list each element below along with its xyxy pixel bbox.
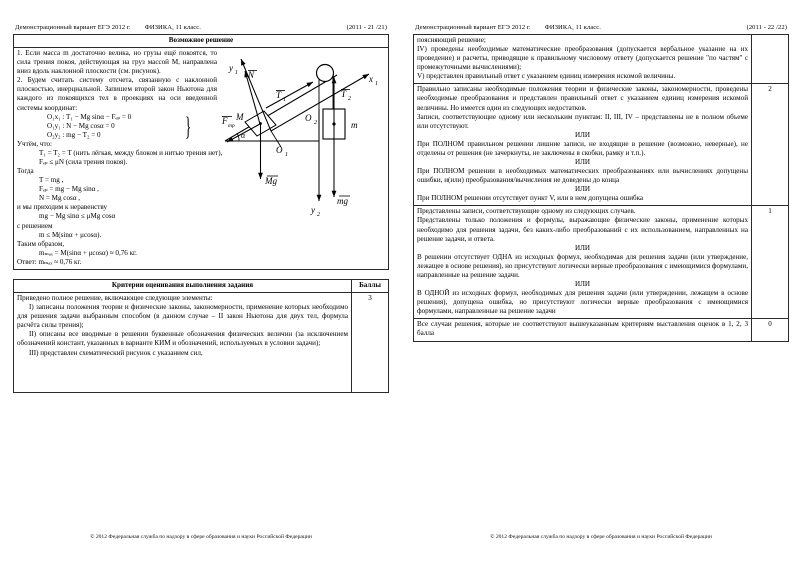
- row1-line-3: В решении отсутствует ОДНА из исходных формул, необходимая для решения задачи (или утверждение, лежащее в основе решения), но присутствуют логически верные преобразования с имеющимися формулами, направленные на решение задачи.: [417, 252, 748, 279]
- cont-line-2: V) представлен правильный ответ с указанием единиц измерения искомой величины.: [417, 72, 676, 81]
- right-page-header: [413, 24, 789, 31]
- criteria-row-1-text: [414, 206, 752, 319]
- row2-or-2: ИЛИ: [574, 158, 591, 167]
- equation-inequality: mg − Mg sinα ≤ μMg cosα: [39, 212, 116, 221]
- header-subject-label-right: ФИЗИКА, 11 класс.: [544, 24, 601, 31]
- row2-line-1: Записи, соответствующие одному или нескольким пунктам: II, III, IV – представлены не в полном объеме или отсутствуют.: [417, 112, 748, 130]
- criteria-row-cont-text: [414, 35, 752, 84]
- criteria-row-1-score: 1: [752, 206, 789, 319]
- row2-line-3: При ПОЛНОМ правильном решении лишние записи, не входящие в решение (возможно, неверные), не отделены от решения (не зачеркнуты, не заключены в скобки, рамку и т.п.).: [417, 139, 748, 157]
- row2-or-3: ИЛИ: [574, 185, 591, 194]
- row2-line-7: При ПОЛНОМ решении отсутствует пункт V, или в нем допущена ошибка: [417, 194, 644, 203]
- criteria-row-0-score: 0: [752, 319, 789, 341]
- left-page-header: [13, 24, 389, 31]
- equation-N: N = Mg cosα ,: [39, 194, 81, 203]
- svg-text:1: 1: [283, 97, 286, 104]
- criteria-table-right: [413, 34, 789, 342]
- label-x1: x: [369, 74, 373, 85]
- criteria-3-item-2: II) описаны все вводимые в решении буквенные обозначения физических величин (за исключением обозначений констант, указанных в варианте КИМ и обозначений, используемых в условии задачи);: [17, 330, 348, 348]
- system-brace: }: [185, 111, 192, 141]
- criteria-3-item-1: I) записаны положения теории и физические законы, закономерности, применение которых необходимо для решения задачи выбранным способом (в данном случае – II закон Ньютона для двух тел, формула расчёта силы трения);: [17, 303, 348, 330]
- row1-or-2: ИЛИ: [574, 280, 591, 289]
- criteria-header-row: [14, 279, 389, 292]
- solution-body: [14, 48, 389, 270]
- criteria-table-left: [13, 279, 389, 393]
- solution-step-1: 1. Если масса m достаточно велика, но грузы ещё покоятся, то сила трения покоя, действующая на груз массой M, направлена вниз вдоль наклонной плоскости (см. рисунок).: [17, 49, 217, 76]
- then-label: Тогда: [17, 167, 34, 176]
- criteria-header-label: Критерии оценивания выполнения задания: [14, 279, 352, 292]
- solution-title-row: [14, 35, 389, 48]
- right-page: Демонстрационный вариант ЕГЭ 2012 г. ФИЗИКА, 11 класс. (2011 - 22 /22) поясняющий решение; IV) проведены необходимые математические преобразования (допускается вербальное указание на их проведение) и расчеты, приводящие к правильному числовому ответу (допускается решение "по частям" с промежуточными вычислениями); V) представлен правильный ответ с указанием единиц измерения искомой величины. Правильно записаны необходимые положения теории и физические законы, закономерности, проведены необходимые преобразования и представлен правильный ответ с указанием единиц измерения искомой величины. Но имеется один из следующих недостатков. Записи, соответствующие одному или нескольким пунктам: II, III, IV – представлены не в полном объеме или отсутствуют. ИЛИ При ПОЛНОМ правильном решении лишние записи, не входящие в решение (возможно, неверные), не отделены от решения (не зачеркнуты, не заключены в скобки, рамку и т.п.). ИЛИ При ПОЛНОМ решении в необходимых математических преобразованиях или вычислениях допущены ошибки, и(или) преобразования/вычисления не доведены до конца ИЛИ При ПОЛНОМ решении отсутствует пункт V, или в нем допущена ошибка 2 Представлены записи, соответствующие одному из следующих случаев. Представлены только положения и формулы, выражающие физические законы, применение которых необходимо для решения задачи, без каких-либо преобразований с их использованием, направленных на решение задачи, и ответа. ИЛИ В решении отсутствует ОДНА из исходных формул, необходимая для решения задачи (или утверждение, лежащее в основе решения), но присутствуют логически верные преобразования с имеющимися формулами, направленные на решение задачи. ИЛИ В ОДНОЙ из исходных формул, необходимых для решения задачи (или утверждении, лежащем в основе решения), допущена ошибка, но присутствуют логически верные преобразования с имеющимися формулами, направленные на решение задачи 1 Все случаи решения, которые не соответствуют вышеуказанным критериям выставления оценок в 1, 2, 3 балла 0 © 2012 Федеральная служба по надзору в сфере образования и науки Российской Федерации: [400, 0, 800, 566]
- equation-O2y2: O₂y₂ : mg − T₂ = 0: [47, 130, 101, 139]
- row1-line-5: В ОДНОЙ из исходных формул, необходимых для решения задачи (или утверждении, лежащем в основе решения), допущена ошибка, но присутствуют логически верные преобразования с имеющимися формулами, направленные на решение задачи: [417, 289, 748, 316]
- equation-m-bound: m ≤ M(sinα + μcosα).: [39, 230, 102, 239]
- header-exam-label-right: Демонстрационный вариант ЕГЭ 2012 г.: [415, 24, 531, 31]
- header-page-number-right: (2011 - 22 /22): [746, 24, 787, 31]
- criteria-row-3-text: [14, 293, 352, 393]
- label-y1: y: [229, 63, 233, 74]
- label-M: M: [236, 112, 244, 123]
- criteria-row-3: [14, 293, 389, 393]
- score-header-label: Баллы: [352, 279, 389, 292]
- label-y2: y: [311, 205, 315, 216]
- label-O2: O: [305, 113, 312, 124]
- header-exam-label: Демонстрационный вариант ЕГЭ 2012 г.: [15, 24, 131, 31]
- solution-step-2: 2. Будем считать систему отсчета, связанную с наклонной плоскостью, инерциальной. Запишем второй закон Ньютона для каждого из покоящихся тел в проекциях на оси введенной системы координат:: [17, 76, 217, 112]
- equation-m-max: mₘₐₓ = M(sinα + μcosα) ≈ 0,76 кг.: [39, 248, 137, 257]
- row2-or-1: ИЛИ: [574, 130, 591, 139]
- svg-text:1: 1: [375, 81, 378, 88]
- label-m: m: [351, 120, 358, 131]
- criteria-row-3-score: 3: [352, 293, 389, 393]
- inequality-intro: и мы приходим к неравенству: [17, 203, 108, 212]
- criteria-3-item-3: III) представлен схематический рисунок с указанием сил,: [29, 348, 203, 357]
- solution-body-row: [14, 48, 389, 270]
- label-mg: mg: [337, 196, 348, 207]
- equation-Ftr: Fₑₚ = mg − Mg sinα ,: [39, 185, 99, 194]
- svg-text:1: 1: [235, 70, 238, 77]
- thus-label: Таким образом,: [17, 239, 65, 248]
- row1-line-1: Представлены только положения и формулы, выражающие физические законы, применение которых необходимо для решения задачи, без каких-либо преобразований с их использованием, направленных на решение задачи, и ответа.: [417, 216, 748, 243]
- equation-tension-equality: T₁ = T₂ = T (нить лёгкая, между блоком и нитью трения нет),: [39, 148, 223, 157]
- final-answer: Ответ: mₘₐₓ ≈ 0,76 кг.: [17, 257, 82, 266]
- cont-line-0: поясняющий решение;: [417, 36, 486, 44]
- svg-text:2: 2: [317, 212, 320, 219]
- solution-table: [13, 34, 389, 270]
- criteria-row-2-text: [414, 84, 752, 206]
- label-Mg: Mg: [265, 176, 277, 187]
- label-O1: O: [276, 145, 283, 156]
- equation-T: T = mg ,: [39, 176, 64, 185]
- svg-text:2: 2: [314, 120, 317, 127]
- label-T1: T: [276, 90, 282, 101]
- criteria-3-intro: Приведено полное решение, включающее следующие элементы:: [17, 294, 213, 303]
- row2-line-0: Правильно записаны необходимые положения теории и физические законы, закономерности, проведены необходимые преобразования и представлен правильный ответ с указанием единиц измерения искомой величины. Но имеется один из следующих недостатков.: [417, 85, 748, 112]
- solution-text-flow: [17, 49, 385, 267]
- solution-title: Возможное решение: [14, 35, 389, 48]
- criteria-row-cont: [414, 35, 789, 84]
- note-intro: Учтём, что:: [17, 139, 52, 148]
- label-Ftr: F: [222, 116, 228, 127]
- criteria-row-cont-score: [752, 35, 789, 84]
- equations-system: [17, 113, 385, 140]
- criteria-row-2: [414, 84, 789, 206]
- criteria-row-1: [414, 206, 789, 319]
- svg-text:тр: тр: [228, 123, 235, 130]
- svg-text:1: 1: [285, 152, 288, 159]
- svg-text:2: 2: [348, 96, 351, 103]
- label-alpha: α: [241, 131, 246, 141]
- row1-or-1: ИЛИ: [574, 243, 591, 252]
- with-solution-label: с решением: [17, 221, 53, 230]
- left-page: Демонстрационный вариант ЕГЭ 2012 г. ФИЗИКА, 11 класс. (2011 - 21 /21) Возможное решение y 1 x 1 y 2 N T 1 T 2 F тр Mg mg M m O 1 O 2 α 1. Если масса m достаточно велика, но грузы ещё покоятся, то сила трения покоя, действующая на груз массой M, направлена вниз вдоль наклонной плоскости (см. рисунок). 2. Будем считать систему отсчета, связанную с наклонной плоскостью, инерциальной. Запишем второй закон Ньютона для каждого из покоящихся тел в проекциях на оси введенной системы координат: O₁x₁ : T₁ − Mg sinα − Fₑₚ = 0 O₁y₁ : N − Mg cosα = 0 O₂y₂ : mg − T₂ = 0 } Учтём, что: T₁ = T₂ = T (нить лёгкая, между блоком и нитью трения нет), Fₑₚ ≤ μN (сила трения покоя). Тогда T = mg , Fₑₚ = mg − Mg sinα , N = Mg cosα , и мы приходим к неравенству mg − Mg sinα ≤ μMg cosα с решением m ≤ M(sinα + μcosα). Таким образом, mₘₐₓ = M(sinα + μcosα) ≈ 0,76 кг. Ответ: mₘₐₓ ≈ 0,76 кг. Критерии оценивания выполнения задания Баллы Приведено полное решение, включающее следующие элементы: I) записаны положения теории и физические законы, закономерности, применение которых необходимо для решения задачи выбранным способом (в данном случае – II закон Ньютона для двух тел, формула расчёта силы трения); II) описаны все вводимые в решении буквенные обозначения физических величин (за исключением обозначений констант, указанных в варианте КИМ и обозначений, используемых в условии задачи); III) представлен схематический рисунок с указанием сил, 3 © 2012 Федеральная служба по надзору в сфере образования и науки Российской Федерации: [0, 0, 400, 566]
- cont-line-1: IV) проведены необходимые математические преобразования (допускается вербальное указание на их проведение) и расчеты, приводящие к правильному числовому ответу (допускается решение "по частям" с промежуточными вычислениями);: [417, 45, 748, 72]
- equation-O1y1: O₁y₁ : N − Mg cosα = 0: [47, 121, 115, 130]
- row0-line-0: Все случаи решения, которые не соответствуют вышеуказанным критериям выставления оценок в 1, 2, 3 балла: [417, 320, 748, 338]
- header-page-number: (2011 - 21 /21): [346, 24, 387, 31]
- row2-line-5: При ПОЛНОМ решении в необходимых математических преобразованиях или вычислениях допущены ошибки, и(или) преобразования/вычисления не доведены до конца: [417, 167, 748, 185]
- label-N: N: [248, 70, 255, 81]
- label-T2: T: [341, 89, 347, 100]
- criteria-row-2-score: 2: [752, 84, 789, 206]
- equation-O1x1: O₁x₁ : T₁ − Mg sinα − Fₑₚ = 0: [47, 112, 132, 121]
- row1-line-0: Представлены записи, соответствующие одному из следующих случаев.: [417, 207, 636, 216]
- equation-friction-inequality: Fₑₚ ≤ μN (сила трения покоя).: [39, 158, 128, 167]
- header-subject-label: ФИЗИКА, 11 класс.: [144, 24, 201, 31]
- criteria-row-0: [414, 319, 789, 341]
- criteria-row-0-text: [414, 319, 752, 341]
